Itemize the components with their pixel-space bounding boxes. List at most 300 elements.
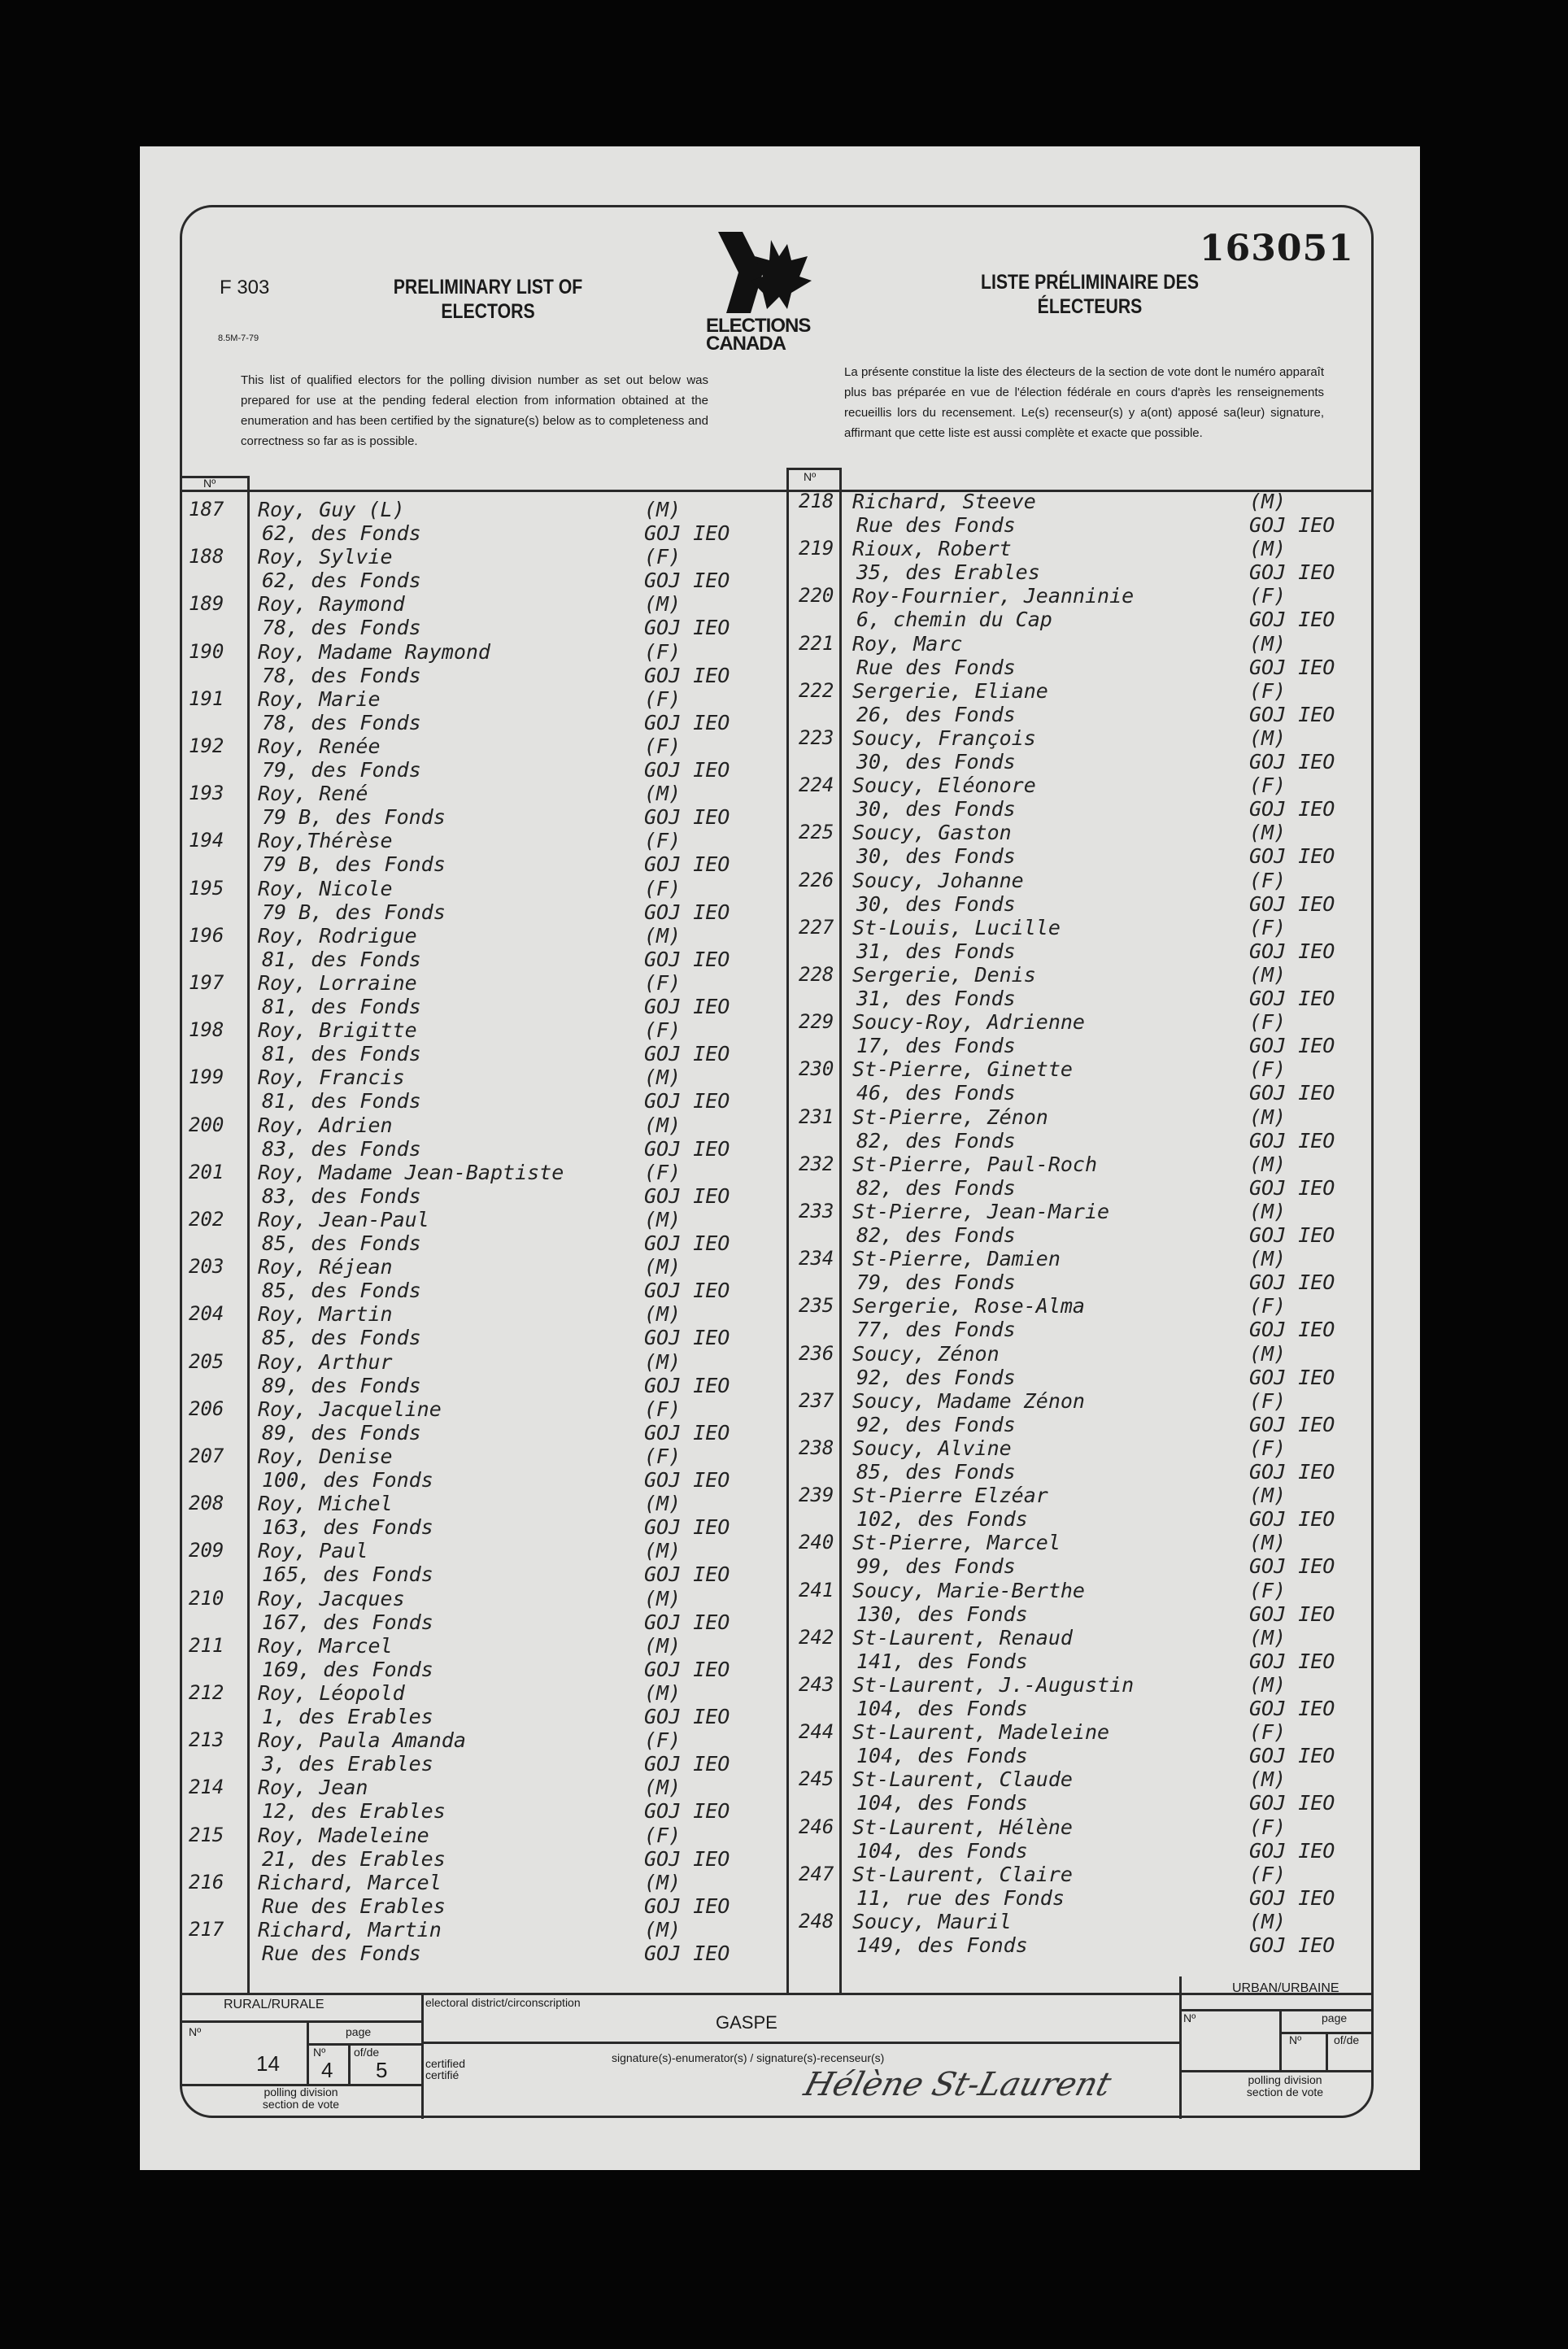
- elector-name: Rioux, Robert: [852, 537, 1012, 561]
- label-line: polling division: [1248, 2073, 1322, 2086]
- elector-sex: (F): [1249, 1010, 1287, 1035]
- rural-page-of-label: of/de: [354, 2046, 380, 2059]
- elector-sex: (M): [644, 498, 682, 521]
- elector-code: GOJ IEO: [1249, 1507, 1335, 1532]
- elector-address: 81, des Fonds: [262, 947, 421, 971]
- elector-sex: (M): [644, 1066, 682, 1090]
- elector-number: 227: [799, 915, 834, 939]
- elector-code: GOJ IEO: [644, 947, 730, 971]
- elector-sex: (M): [1249, 1484, 1287, 1508]
- elector-sex: (M): [1249, 821, 1287, 845]
- elector-address: 81, des Fonds: [262, 1089, 421, 1113]
- print-code: 8.5M-7-79: [218, 333, 259, 343]
- elector-code: GOJ IEO: [644, 663, 730, 687]
- elector-code: GOJ IEO: [1249, 1412, 1335, 1436]
- elector-code: GOJ IEO: [1249, 1318, 1335, 1342]
- elector-address: 104, des Fonds: [856, 1697, 1028, 1720]
- elector-name: Sergerie, Denis: [852, 963, 1036, 987]
- elector-code: GOJ IEO: [1249, 1460, 1335, 1484]
- elector-code: GOJ IEO: [1249, 844, 1335, 869]
- elector-name: Roy, Adrien: [258, 1113, 393, 1137]
- elector-code: GOJ IEO: [1249, 1270, 1335, 1295]
- elector-name: Sergerie, Rose-Alma: [852, 1294, 1085, 1318]
- elector-address: 21, des Erables: [262, 1846, 446, 1871]
- urban-no-label: Nº: [1183, 2011, 1196, 2024]
- elector-name: Roy, René: [258, 782, 368, 806]
- elector-name: Roy, Jacqueline: [258, 1397, 442, 1421]
- elector-name: Roy, Denise: [258, 1445, 393, 1468]
- elector-number: 225: [799, 821, 834, 844]
- elector-code: GOJ IEO: [644, 1705, 730, 1728]
- elector-code: GOJ IEO: [1249, 1081, 1335, 1105]
- elector-address: 81, des Fonds: [262, 1042, 421, 1066]
- elector-number: 232: [799, 1152, 834, 1175]
- elector-number: 218: [799, 490, 834, 512]
- district-value: GASPE: [716, 2012, 777, 2033]
- rural-polling-division-label: [236, 2086, 366, 2111]
- elector-name: Richard, Martin: [258, 1918, 442, 1942]
- elector-number: 248: [799, 1910, 834, 1933]
- elector-sex: (M): [644, 1492, 682, 1516]
- elector-name: Roy, Michel: [258, 1492, 393, 1516]
- intro-fr: La présente constitue la liste des électeurs de la section de vote dont le numéro apparaît plus bas préparée en vue de l'élection fédérale en cours d'après les renseignements recueillis lors du recensement. Le(s) recenseur(s) y a(ont) apposé sa(leur) signature, affirmant que cette liste est aussi complète et exacte que possible.: [844, 365, 1324, 440]
- elector-number: 230: [799, 1057, 834, 1081]
- elector-sex: (F): [1249, 1578, 1287, 1602]
- elector-code: GOJ IEO: [644, 1468, 730, 1492]
- elector-name: Roy, Jacques: [258, 1586, 405, 1610]
- elector-sex: (M): [1249, 537, 1287, 561]
- elector-name: Roy, Brigitte: [258, 1018, 417, 1043]
- certified-label: [425, 2058, 465, 2081]
- elector-address: 89, des Fonds: [262, 1373, 421, 1397]
- elector-name: Roy, Madame Jean-Baptiste: [258, 1160, 564, 1184]
- elector-code: GOJ IEO: [644, 758, 730, 782]
- elector-name: Soucy, Eléonore: [852, 774, 1036, 798]
- page-number: 4: [321, 2058, 333, 2082]
- polling-division-number: 14: [256, 2051, 280, 2076]
- footer-rule: [421, 2042, 1179, 2044]
- column-rule: [247, 476, 250, 1993]
- elector-sex: (F): [644, 639, 682, 664]
- elector-number: 228: [799, 963, 834, 986]
- elector-code: GOJ IEO: [1249, 513, 1335, 537]
- elector-sex: (F): [644, 1445, 682, 1468]
- elector-name: Soucy, Marie-Berthe: [852, 1578, 1085, 1602]
- elector-sex: (M): [1249, 490, 1287, 513]
- elector-sex: (F): [644, 876, 682, 900]
- elector-address: 83, des Fonds: [262, 1136, 421, 1161]
- elector-address: 79 B, des Fonds: [262, 805, 446, 830]
- elector-number: 240: [799, 1531, 834, 1554]
- elector-number: 188: [189, 545, 224, 569]
- elector-name: Soucy, Alvine: [852, 1436, 1012, 1460]
- elector-code: GOJ IEO: [1249, 655, 1335, 679]
- elector-code: GOJ IEO: [1249, 939, 1335, 963]
- elector-number: 208: [189, 1492, 224, 1515]
- elector-number: 242: [799, 1625, 834, 1649]
- elector-name: Roy, Paul: [258, 1539, 368, 1563]
- elector-number: 210: [189, 1586, 224, 1610]
- elector-name: St-Laurent, J.-Augustin: [852, 1673, 1135, 1697]
- elector-address: 167, des Fonds: [262, 1610, 433, 1634]
- elector-number: 202: [189, 1208, 224, 1231]
- elector-code: GOJ IEO: [644, 1231, 730, 1255]
- elector-name: Roy, Rodrigue: [258, 923, 417, 948]
- footer-rule: [348, 2043, 351, 2084]
- elector-name: Roy, Sylvie: [258, 545, 393, 569]
- elector-sex: (M): [644, 1539, 682, 1563]
- elector-code: GOJ IEO: [1249, 1034, 1335, 1058]
- elector-number: 196: [189, 923, 224, 947]
- elector-name: St-Laurent, Claude: [852, 1767, 1073, 1792]
- elector-address: 79 B, des Fonds: [262, 900, 446, 924]
- elector-address: 169, des Fonds: [262, 1657, 433, 1681]
- rural-label: RURAL/RURALE: [224, 1998, 324, 2011]
- elector-sex: (F): [1249, 1388, 1287, 1413]
- form-code: F 303: [220, 277, 270, 299]
- elector-number: 203: [189, 1255, 224, 1279]
- elector-address: 85, des Fonds: [262, 1279, 421, 1303]
- title-fr: [931, 270, 1249, 319]
- elector-address: 3, des Erables: [262, 1752, 433, 1776]
- elector-code: GOJ IEO: [644, 1420, 730, 1445]
- elector-address: 62, des Fonds: [262, 521, 421, 545]
- elector-number: 216: [189, 1870, 224, 1894]
- elector-address: 35, des Erables: [856, 560, 1040, 585]
- elector-code: GOJ IEO: [1249, 1128, 1335, 1153]
- title-fr-line: ÉLECTEURS: [1037, 295, 1143, 318]
- elector-address: Rue des Fonds: [856, 513, 1016, 537]
- elector-sex: (F): [644, 1018, 682, 1043]
- elector-address: 30, des Fonds: [856, 844, 1016, 869]
- elector-code: GOJ IEO: [644, 1942, 730, 1965]
- elector-sex: (F): [1249, 1720, 1287, 1745]
- elector-address: 46, des Fonds: [856, 1081, 1016, 1105]
- elector-code: GOJ IEO: [1249, 702, 1335, 726]
- footer-rule: [1326, 2032, 1328, 2070]
- elector-address: 85, des Fonds: [262, 1326, 421, 1350]
- elector-number: 235: [799, 1294, 834, 1318]
- elector-number: 220: [799, 584, 834, 608]
- footer-rule: [421, 1993, 424, 2119]
- elector-name: Roy, Jean: [258, 1776, 368, 1800]
- label-line: polling division: [264, 2085, 338, 2098]
- elector-name: Roy, Marc: [852, 631, 963, 656]
- elector-code: GOJ IEO: [1249, 1697, 1335, 1720]
- elector-number: 209: [189, 1539, 224, 1562]
- elector-sex: (M): [644, 1349, 682, 1374]
- elector-sex: (M): [644, 1113, 682, 1137]
- elector-number: 192: [189, 734, 224, 757]
- elector-number: 222: [799, 678, 834, 702]
- elector-number: 194: [189, 829, 224, 852]
- elector-name: Soucy, Gaston: [852, 821, 1012, 845]
- elector-sex: (F): [644, 971, 682, 995]
- elector-code: GOJ IEO: [644, 1894, 730, 1918]
- elector-code: GOJ IEO: [644, 1752, 730, 1776]
- elector-code: GOJ IEO: [644, 710, 730, 734]
- elector-number: 207: [189, 1445, 224, 1467]
- elector-number: 231: [799, 1105, 834, 1128]
- elector-address: 30, des Fonds: [856, 797, 1016, 821]
- elector-number: 190: [189, 639, 224, 663]
- elector-number: 206: [189, 1397, 224, 1420]
- elector-number: 219: [799, 537, 834, 560]
- elector-sex: (M): [644, 1633, 682, 1658]
- elector-number: 224: [799, 774, 834, 797]
- elector-code: GOJ IEO: [1249, 1838, 1335, 1863]
- elector-name: Soucy, Zénon: [852, 1341, 1000, 1366]
- column-rule: [839, 468, 842, 1993]
- elector-number: 244: [799, 1720, 834, 1744]
- elector-number: 201: [189, 1160, 224, 1183]
- elector-number: 189: [189, 592, 224, 616]
- elector-code: GOJ IEO: [1249, 1554, 1335, 1579]
- elector-code: GOJ IEO: [1249, 1885, 1335, 1910]
- elector-number: 217: [189, 1918, 224, 1941]
- elector-address: 77, des Fonds: [856, 1318, 1016, 1342]
- elector-name: St-Laurent, Madeleine: [852, 1720, 1110, 1745]
- elector-sex: (M): [1249, 1531, 1287, 1555]
- elector-address: 104, des Fonds: [856, 1791, 1028, 1815]
- elector-code: GOJ IEO: [644, 1657, 730, 1681]
- elector-code: GOJ IEO: [644, 1042, 730, 1066]
- elector-sex: (F): [644, 1728, 682, 1753]
- elector-number: 247: [799, 1862, 834, 1885]
- urban-polling-division-label: [1220, 2074, 1350, 2098]
- elector-address: 82, des Fonds: [856, 1223, 1016, 1247]
- elector-address: 104, des Fonds: [856, 1838, 1028, 1863]
- elector-code: GOJ IEO: [1249, 560, 1335, 585]
- elector-address: 83, des Fonds: [262, 1183, 421, 1208]
- elector-number: 200: [189, 1113, 224, 1136]
- elector-sex: (M): [644, 782, 682, 806]
- elector-address: 12, des Erables: [262, 1799, 446, 1824]
- elector-address: 85, des Fonds: [262, 1231, 421, 1255]
- elector-name: Roy, Jean-Paul: [258, 1208, 429, 1231]
- elector-address: 92, des Fonds: [856, 1365, 1016, 1389]
- elector-name: Roy, Marcel: [258, 1633, 393, 1658]
- elector-code: GOJ IEO: [1249, 1602, 1335, 1626]
- elector-number: 243: [799, 1673, 834, 1696]
- elector-number: 246: [799, 1815, 834, 1838]
- footer-rule: [180, 1993, 1374, 1995]
- elector-number: 241: [799, 1578, 834, 1602]
- elector-name: St-Pierre Elzéar: [852, 1484, 1048, 1508]
- elector-number: 197: [189, 971, 224, 994]
- elector-address: Rue des Fonds: [262, 1942, 421, 1965]
- rural-page-label: page: [346, 2025, 372, 2038]
- no-header-left: Nº: [203, 477, 216, 490]
- elector-sex: (M): [644, 1255, 682, 1279]
- elector-code: GOJ IEO: [644, 1562, 730, 1587]
- elector-name: Roy, Madame Raymond: [258, 639, 490, 664]
- elector-code: GOJ IEO: [644, 1183, 730, 1208]
- elector-address: 82, des Fonds: [856, 1175, 1016, 1200]
- elector-code: GOJ IEO: [1249, 1744, 1335, 1768]
- elector-number: 226: [799, 868, 834, 891]
- serial-number: 163051: [1200, 228, 1354, 269]
- elector-name: Roy, Renée: [258, 734, 381, 758]
- elector-sex: (M): [1249, 631, 1287, 656]
- elector-sex: (M): [1249, 1247, 1287, 1271]
- elector-number: 214: [189, 1776, 224, 1799]
- elector-sex: (M): [1249, 1767, 1287, 1792]
- logo-line: CANADA: [706, 333, 786, 355]
- elector-name: St-Pierre, Jean-Marie: [852, 1200, 1110, 1223]
- elector-code: GOJ IEO: [1249, 891, 1335, 916]
- elector-sex: (M): [1249, 1673, 1287, 1697]
- elector-sex: (M): [644, 1776, 682, 1800]
- elector-name: Richard, Steeve: [852, 490, 1036, 513]
- elector-address: 79 B, des Fonds: [262, 852, 446, 877]
- elector-code: GOJ IEO: [1249, 1365, 1335, 1389]
- elector-sex: (M): [644, 1302, 682, 1327]
- elector-code: GOJ IEO: [644, 521, 730, 545]
- label-line: certified: [425, 2057, 466, 2070]
- elector-address: 102, des Fonds: [856, 1507, 1028, 1532]
- elector-number: 233: [799, 1200, 834, 1222]
- title-en-line: PRELIMINARY LIST OF: [393, 276, 583, 299]
- elector-code: GOJ IEO: [1249, 797, 1335, 821]
- label-line: certifié: [425, 2068, 460, 2081]
- footer-rule: [180, 2020, 421, 2023]
- elector-name: Roy, Madeleine: [258, 1823, 429, 1847]
- elector-sex: (M): [1249, 963, 1287, 987]
- urban-page-no-label: Nº: [1289, 2033, 1302, 2046]
- elector-code: GOJ IEO: [1249, 750, 1335, 774]
- elector-sex: (F): [644, 1397, 682, 1421]
- elector-code: GOJ IEO: [1249, 1649, 1335, 1673]
- elector-number: 204: [189, 1302, 224, 1326]
- elector-name: St-Laurent, Claire: [852, 1862, 1073, 1886]
- elector-code: GOJ IEO: [644, 1799, 730, 1824]
- elector-name: St-Pierre, Marcel: [852, 1531, 1061, 1555]
- elector-name: Roy, Arthur: [258, 1349, 393, 1374]
- elector-code: GOJ IEO: [1249, 1223, 1335, 1247]
- elector-number: 229: [799, 1010, 834, 1034]
- elector-address: 92, des Fonds: [856, 1412, 1016, 1436]
- elector-sex: (M): [1249, 726, 1287, 750]
- elector-code: GOJ IEO: [644, 1279, 730, 1303]
- elector-sex: (M): [644, 1586, 682, 1610]
- elector-name: St-Pierre, Paul-Roch: [852, 1152, 1098, 1176]
- elector-code: GOJ IEO: [1249, 1175, 1335, 1200]
- page-total: 5: [376, 2058, 388, 2082]
- elector-number: 239: [799, 1484, 834, 1507]
- elector-name: St-Laurent, Renaud: [852, 1625, 1073, 1650]
- elector-address: 78, des Fonds: [262, 616, 421, 640]
- elector-code: GOJ IEO: [1249, 1791, 1335, 1815]
- label-line: section de vote: [262, 2098, 340, 2111]
- elector-sex: (F): [1249, 1436, 1287, 1460]
- no-header-right: Nº: [804, 470, 817, 483]
- elector-code: GOJ IEO: [644, 995, 730, 1018]
- elector-sex: (F): [644, 1823, 682, 1847]
- column-rule: [786, 468, 789, 1993]
- elector-code: GOJ IEO: [644, 900, 730, 924]
- elector-number: 211: [189, 1633, 224, 1657]
- elector-code: GOJ IEO: [644, 569, 730, 593]
- title-en-line: ELECTORS: [441, 300, 535, 323]
- elector-number: 212: [189, 1681, 224, 1704]
- elector-address: 141, des Fonds: [856, 1649, 1028, 1673]
- elector-sex: (F): [644, 686, 682, 711]
- title-fr-line: LISTE PRÉLIMINAIRE DES: [980, 271, 1200, 294]
- elector-address: 1, des Erables: [262, 1705, 433, 1728]
- urban-page-of-label: of/de: [1334, 2033, 1360, 2046]
- elector-address: 62, des Fonds: [262, 569, 421, 593]
- elector-address: 78, des Fonds: [262, 710, 421, 734]
- elector-sex: (M): [1249, 1910, 1287, 1933]
- elector-name: Sergerie, Eliane: [852, 678, 1048, 703]
- elector-number: 221: [799, 631, 834, 655]
- elector-name: Roy, Francis: [258, 1066, 405, 1090]
- elector-address: 163, des Fonds: [262, 1515, 433, 1540]
- elector-address: 30, des Fonds: [856, 750, 1016, 774]
- elector-name: Roy, Paula Amanda: [258, 1728, 466, 1753]
- elector-sex: (M): [1249, 1200, 1287, 1223]
- footer-rule: [1279, 2009, 1282, 2070]
- table-header-rule: [180, 490, 1374, 492]
- elector-address: 165, des Fonds: [262, 1562, 433, 1587]
- logo-text: [706, 317, 852, 353]
- elector-number: 195: [189, 876, 224, 900]
- elector-sex: (M): [644, 592, 682, 617]
- elector-sex: (M): [1249, 1152, 1287, 1176]
- elector-name: Roy, Réjean: [258, 1255, 393, 1279]
- urban-label: URBAN/URBAINE: [1232, 1981, 1339, 1995]
- elector-sex: (F): [1249, 1862, 1287, 1886]
- elector-code: GOJ IEO: [644, 1610, 730, 1634]
- elector-address: 31, des Fonds: [856, 939, 1016, 963]
- elector-sex: (M): [644, 1681, 682, 1705]
- label-line: section de vote: [1246, 2085, 1324, 2098]
- elector-address: 30, des Fonds: [856, 891, 1016, 916]
- elector-address: 17, des Fonds: [856, 1034, 1016, 1058]
- signature-label: signature(s)-enumerator(s) / signature(s)-recenseur(s): [612, 2051, 885, 2064]
- elector-code: GOJ IEO: [644, 1846, 730, 1871]
- elector-number: 215: [189, 1823, 224, 1846]
- elector-code: GOJ IEO: [644, 1089, 730, 1113]
- elector-name: Roy, Léopold: [258, 1681, 405, 1705]
- elector-address: Rue des Fonds: [856, 655, 1016, 679]
- elector-sex: (F): [1249, 584, 1287, 608]
- elector-address: 31, des Fonds: [856, 987, 1016, 1010]
- elector-sex: (M): [644, 923, 682, 948]
- elector-address: 78, des Fonds: [262, 663, 421, 687]
- elector-name: Roy-Fournier, Jeanninie: [852, 584, 1135, 608]
- elector-code: GOJ IEO: [1249, 608, 1335, 632]
- elector-code: GOJ IEO: [644, 1136, 730, 1161]
- elector-address: 79, des Fonds: [856, 1270, 1016, 1295]
- elector-sex: (F): [1249, 1815, 1287, 1839]
- elector-code: GOJ IEO: [644, 1326, 730, 1350]
- elector-code: GOJ IEO: [644, 1515, 730, 1540]
- elector-sex: (F): [1249, 868, 1287, 892]
- elector-code: GOJ IEO: [1249, 987, 1335, 1010]
- elector-address: 79, des Fonds: [262, 758, 421, 782]
- rural-page-no-label: Nº: [313, 2046, 326, 2059]
- elector-address: 149, des Fonds: [856, 1933, 1028, 1957]
- elector-name: Roy, Marie: [258, 686, 381, 711]
- enumerator-signature: Hélène St-Laurent: [799, 2066, 1116, 2103]
- elector-name: St-Pierre, Zénon: [852, 1105, 1048, 1129]
- elector-name: Soucy, Johanne: [852, 868, 1024, 892]
- elector-sex: (F): [1249, 774, 1287, 798]
- elector-sex: (F): [1249, 1294, 1287, 1318]
- elections-canada-logo: [706, 232, 852, 355]
